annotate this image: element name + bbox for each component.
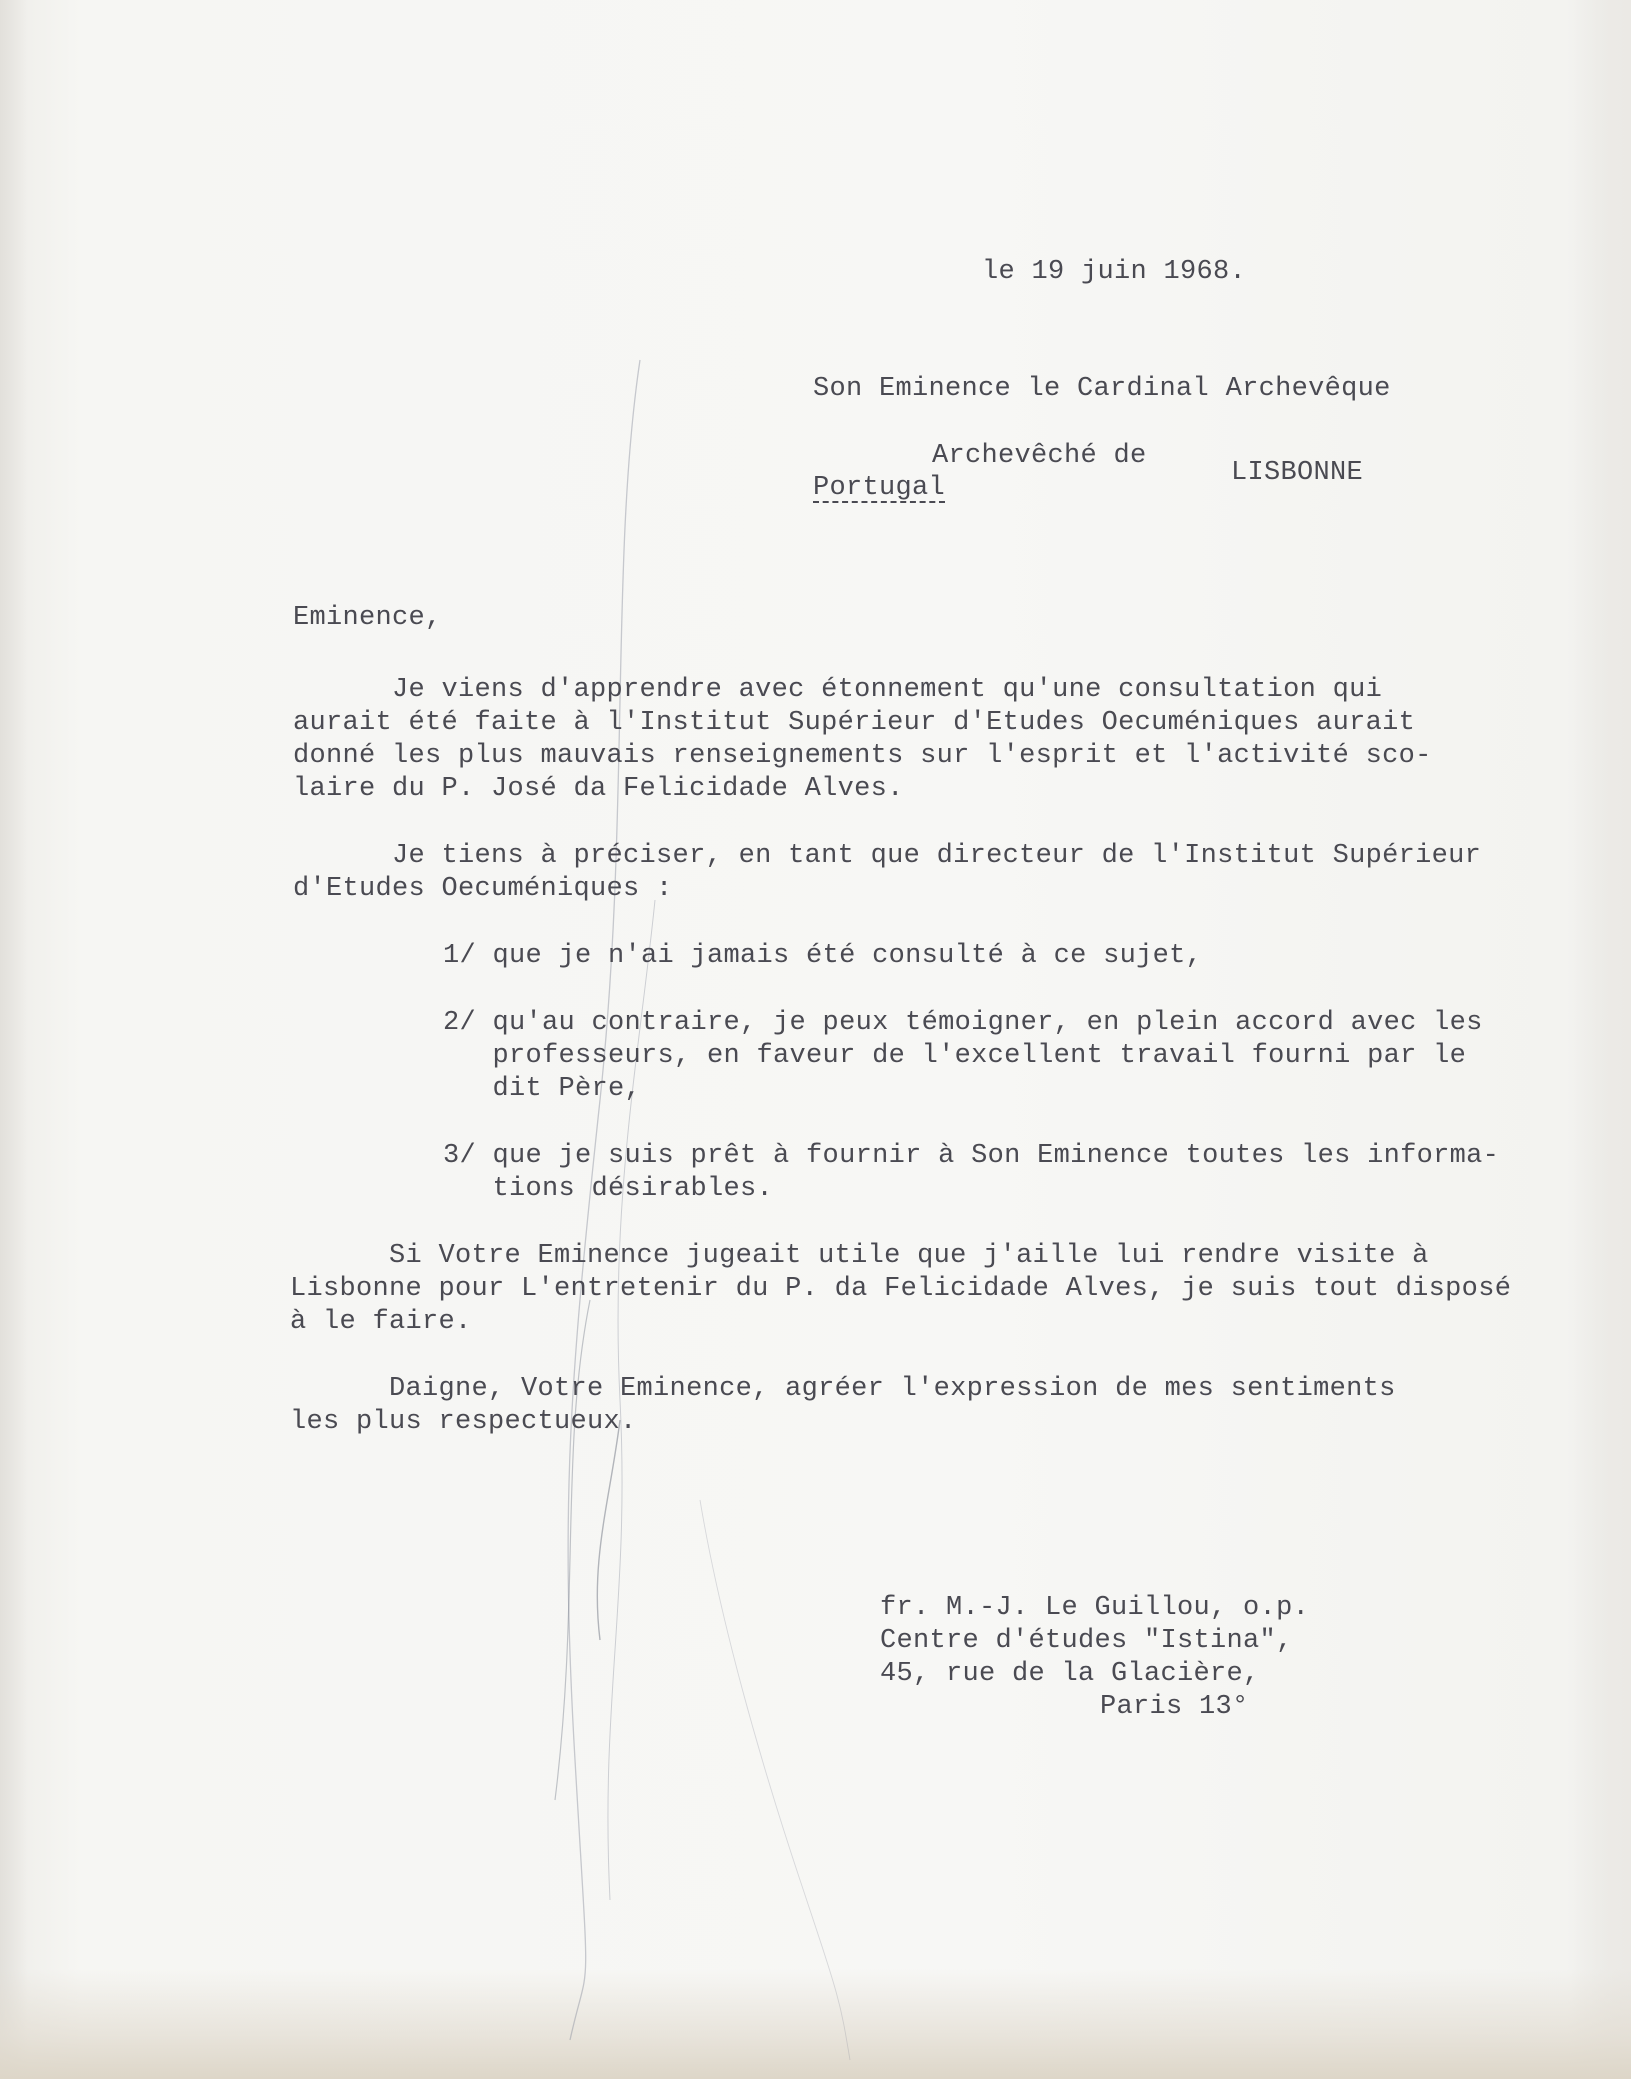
paragraph-line: donné les plus mauvais renseignements sur l'esprit et l'activité sco- [293, 741, 1432, 771]
signature-street: 45, rue de la Glacière, [880, 1659, 1260, 1689]
salutation: Eminence, [293, 603, 442, 633]
paragraph-line: laire du P. José da Felicidade Alves. [293, 774, 904, 804]
paragraph-line: Je viens d'apprendre avec étonnement qu'une consultation qui [293, 675, 1383, 705]
paragraph-line: Si Votre Eminence jugeait utile que j'aille lui rendre visite à [290, 1241, 1429, 1271]
letter-date: le 19 juin 1968. [982, 257, 1247, 287]
paper-edge-right [1571, 0, 1631, 2079]
list-item-line: 3/ que je suis prêt à fournir à Son Eminence toutes les informa- [443, 1141, 1500, 1171]
signature-city: Paris 13° [1100, 1692, 1249, 1722]
list-item-line: 1/ que je n'ai jamais été consulté à ce sujet, [443, 941, 1203, 971]
signature-name: fr. M.-J. Le Guillou, o.p. [880, 1593, 1310, 1623]
paragraph-line: les plus respectueux. [290, 1407, 637, 1437]
recipient-line: Son Eminence le Cardinal Archevêque [813, 374, 1391, 404]
recipient-archdiocese: Archevêché de [932, 441, 1147, 471]
paper-fold-shadow [0, 1969, 1631, 2079]
list-item-line: professeurs, en faveur de l'excellent travail fourni par le [443, 1041, 1467, 1071]
recipient-city: LISBONNE [1231, 458, 1364, 488]
paragraph-line: Je tiens à préciser, en tant que directeur de l'Institut Supérieur [293, 841, 1482, 871]
recipient-country: Portugal [813, 473, 946, 503]
paragraph-line: Daigne, Votre Eminence, agréer l'expression de mes sentiments [290, 1374, 1396, 1404]
paragraph-line: à le faire. [290, 1307, 472, 1337]
paragraph-line: Lisbonne pour L'entretenir du P. da Felicidade Alves, je suis tout disposé [290, 1274, 1512, 1304]
signature-organization: Centre d'études "Istina", [880, 1626, 1293, 1656]
paragraph-line: d'Etudes Oecuméniques : [293, 874, 673, 904]
list-item-line: tions désirables. [443, 1174, 774, 1204]
list-item-line: dit Père, [443, 1074, 642, 1104]
paragraph-line: aurait été faite à l'Institut Supérieur d'Etudes Oecuméniques aurait [293, 708, 1416, 738]
list-item-line: 2/ qu'au contraire, je peux témoigner, en plein accord avec les [443, 1008, 1483, 1038]
paper-edge-left [0, 0, 28, 2079]
